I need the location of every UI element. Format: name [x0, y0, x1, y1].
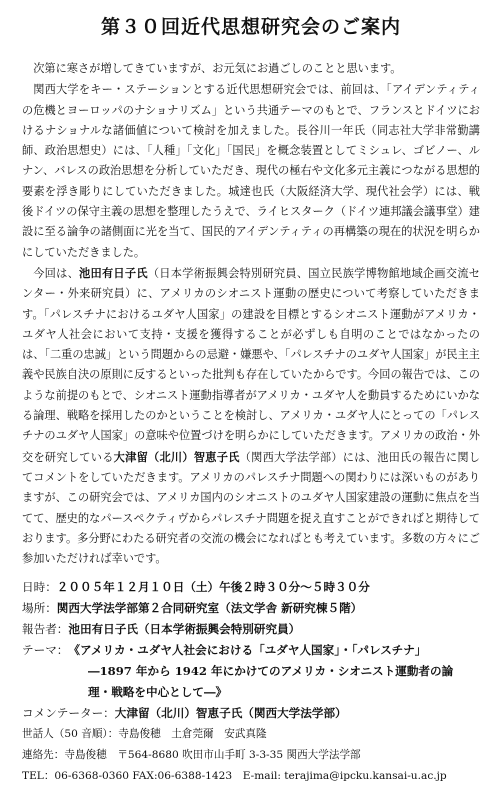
organizers-label: 世話人（50 音順）： [22, 728, 119, 741]
letter-body [22, 59, 480, 569]
place-label: 場所： [22, 601, 57, 616]
commentator-value: 大津留（北川）智恵子氏（関西大学法学部） [114, 706, 347, 721]
page-title: 第３０回近代思想研究会のご案内 [100, 16, 401, 38]
paragraph-text: （関西大学法学部）には、池田氏の報告に関してコメントをしていただきます。アメリカのパレスチナ問題への関わりには深いものがありますが、この研究会では、アメリカ国内のシオニストのユダヤ人国家建設の運動に焦点を当てて、歴史的なパースペクティヴからパレスチナ問題を捉え直すことができればと期待しております。多分野にわたる研究者の交流の機会になればとも考えています。多数の方々にご参加いただければ幸いです。 [22, 450, 480, 566]
contact-label: 連絡先： [22, 749, 65, 762]
speaker-name: 池田有日子氏 [79, 265, 148, 280]
datetime-value: ２００５年１２月１０日（土）午後２時３０分～５時３０分 [56, 580, 370, 595]
place-row [22, 598, 480, 619]
datetime-label: 日時： [22, 580, 57, 595]
datetime-row [22, 577, 480, 598]
paragraph-text: （日本学術振興会特別研究員、国立民族学博物館地域企画交流センター・外来研究員）に、アメリカのシオニスト運動の歴史について考察していただきます。「パレスチナにおけるユダヤ人国家」の建設を目標とするシオニスト運動がアメリカ・ユダヤ人社会において支持・支援を獲得することが必ずしも自明のことではなかったのは、「二重の忠誠」という問題からの忌避・嫌悪や、「パレスチナのユダヤ人国家」が民主主義や民族自決の原則に反するといった批判も存在していたからです。今回の報告では、このような前提のもとで、シオニスト運動指導者がアメリカ・ユダヤ人を動員するためにいかなる論理、戦略を採用したのかということを検討し、アメリカ・ユダヤ人にとっての「パレスチナのユダヤ人国家」の意味や位置づけを明らかにしていただきます。アメリカの政治・外交を研究している [22, 266, 480, 464]
theme-line-2: ―1897 年から 1942 年にかけてのアメリカ・シオニスト運動者の論 [88, 664, 454, 679]
tel-row [22, 766, 480, 787]
theme-line-1: 《アメリカ・ユダヤ人社会における「ユダヤ人国家」・「パレスチナ」 [68, 643, 427, 658]
greeting-paragraph: 次第に寒さが増してきていますが、お元気にお過ごしのことと思います。 [33, 62, 402, 75]
speaker-value: 池田有日子氏（日本学術振興会特別研究員） [68, 622, 301, 637]
commentator-row [22, 703, 480, 724]
tel-fax-email: TEL：06-6368-0360 FAX:06-6388-1423 E-mail: terajima@ipcku.kansai-u.ac.jp [22, 770, 447, 783]
event-info [22, 577, 480, 787]
theme-row [22, 640, 480, 661]
theme-line-3: 理・戦略を中心として―》 [88, 685, 228, 700]
contact-value: 寺島俊穂 〒564-8680 吹田市山手町 3-3-35 関西大学法学部 [64, 749, 361, 762]
current-session-paragraph [22, 263, 480, 569]
organizers-row [22, 724, 480, 745]
speaker-label: 報告者： [22, 622, 69, 637]
previous-session-paragraph: 関西大学をキー・ステーションとする近代思想研究会では、前回は、「アイデンティティの危機とヨーロッパのナショナリズム」という共通テーマのもとで、フランスとドイツにおけるナショナルな諸価値について検討を加えました。長谷川一年氏（同志社大学非常勤講師、政治思想史）には、「人種」「文化」「国民」を概念装置としてミシュレ、ゴビノー、ルナン、バレスの政治思想を分析していただき、現代の極右や文化多元主義につながる思想的要素を浮き彫りにしていただきました。城達也氏（大阪経済大学、現代社会学）には、戦後ドイツの保守主義の思想を整理したうえで、ライヒスターク（ドイツ連邦議会議事堂）建設に至る論争の諸側面に光を当て、国民的アイデンティティの再構築の現在的状況を明らかにしていただきました。 [22, 83, 480, 259]
theme-label: テーマ： [22, 643, 69, 658]
speaker-row [22, 619, 480, 640]
commentator-name: 大津留（北川）智恵子氏 [113, 449, 240, 464]
organizers-value: 寺島俊穂 土倉莞爾 安武真隆 [118, 728, 267, 741]
paragraph-text: 今回は、 [33, 266, 80, 280]
commentator-label: コメンテーター： [22, 706, 115, 721]
place-value: 関西大学法学部第２合同研究室（法文学舎 新研究棟５階） [56, 601, 363, 616]
